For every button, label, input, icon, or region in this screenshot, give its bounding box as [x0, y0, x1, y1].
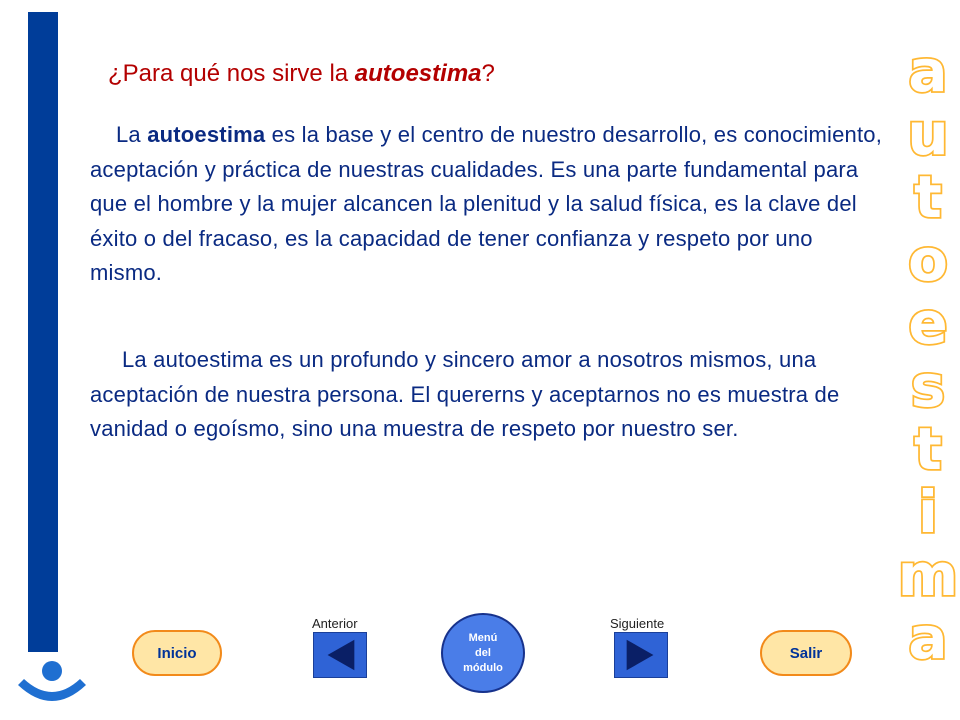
arrow-left-icon [314, 633, 366, 677]
vertical-letter: o [908, 226, 948, 294]
menu-label-line3: módulo [463, 661, 503, 674]
vertical-letter: i [918, 478, 938, 546]
vertical-letter: u [907, 100, 949, 168]
paragraph-1-bold: autoestima [147, 122, 266, 147]
paragraph-1-lead: La [116, 122, 148, 147]
vertical-letter: t [914, 415, 942, 483]
next-button[interactable] [614, 632, 668, 678]
module-menu-button[interactable] [441, 613, 525, 693]
side-accent-bar [28, 12, 58, 652]
salir-button[interactable]: Salir [760, 630, 852, 676]
vertical-letter: t [914, 163, 942, 231]
anterior-label: Anterior [312, 616, 358, 631]
paragraph-2-text: La autoestima es un profundo y sincero amor a nosotros mismos, una aceptación de nuestra persona. El quererns y aceptarnos no es muestra de vanidad o egoísmo, sino una muestra de respeto por nuestro ser. [90, 347, 840, 441]
arrow-right-icon [615, 633, 667, 677]
person-logo-icon [12, 655, 92, 715]
vertical-letter: a [908, 604, 948, 672]
page-title [108, 60, 495, 88]
title-suffix: ? [481, 60, 495, 87]
vertical-word-autoestima [897, 37, 959, 672]
vertical-letter: e [908, 289, 948, 357]
previous-button[interactable] [313, 632, 367, 678]
vertical-letter: a [908, 37, 948, 105]
menu-label-line1: Menú [468, 631, 498, 644]
menu-label-line2: del [475, 646, 491, 659]
paragraph-2 [90, 343, 890, 447]
vertical-letter: s [910, 352, 946, 420]
siguiente-label: Siguiente [610, 616, 665, 631]
paragraph-1 [90, 118, 890, 291]
title-prefix: ¿Para qué nos sirve la [108, 60, 355, 87]
vertical-letter: m [897, 541, 959, 609]
inicio-button[interactable]: Inicio [132, 630, 222, 676]
paragraph-1-text: es la base y el centro de nuestro desarrollo, es conocimiento, aceptación y práctica de nuestras cualidades. Es una parte fundamental para que el hombre y la mujer alcancen la plenitud y la salud física, es la clave del éxito o del fracaso, es la capacidad de tener confianza y respeto por uno mismo. [90, 122, 883, 285]
title-emphasis: autoestima [354, 60, 482, 87]
